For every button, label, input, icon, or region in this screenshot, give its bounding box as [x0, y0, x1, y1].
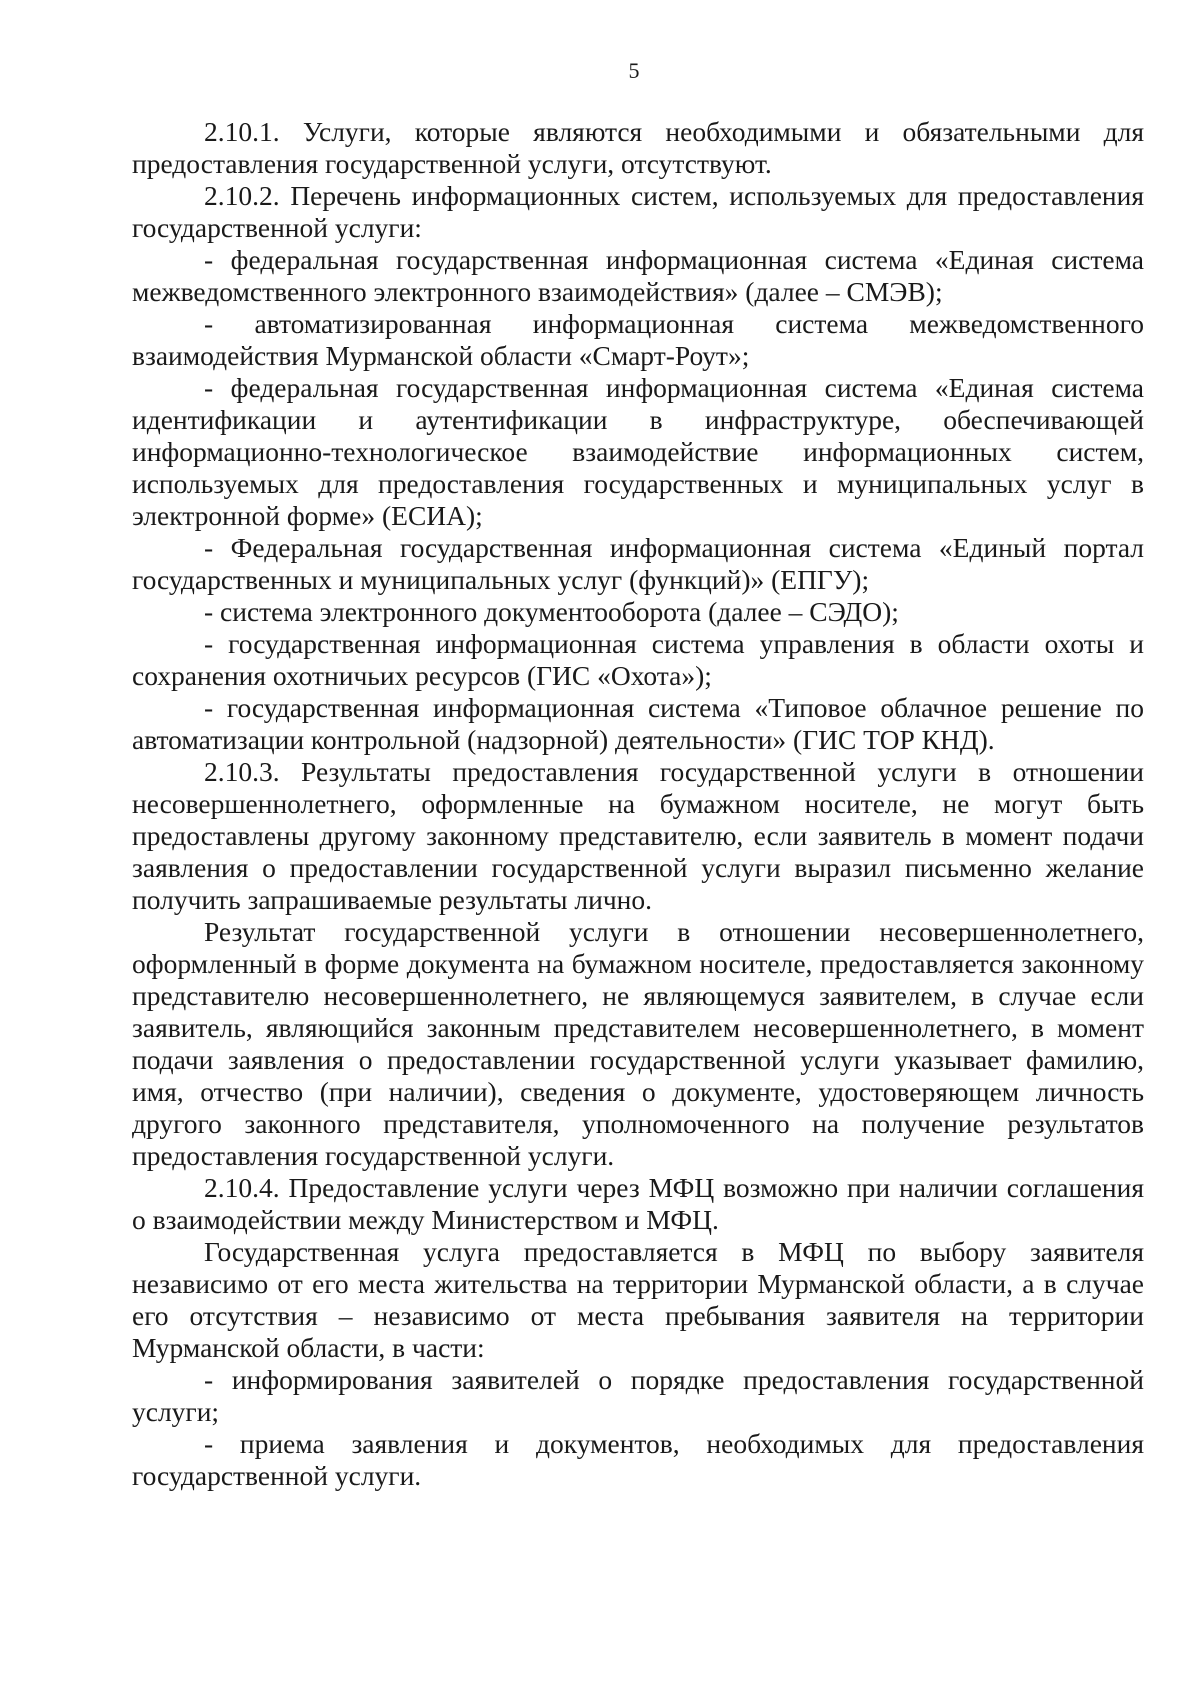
list-item-sedo: - система электронного документооборота (далее – СЭДО);	[204, 596, 899, 627]
list-item-epgu: - Федеральная государственная информационная система «Единый портал государственных и муниципальных услуг (функций)» (ЕПГУ);	[132, 532, 1144, 595]
list-item-informing: - информирования заявителей о порядке предоставления государственной услуги;	[132, 1364, 1144, 1427]
paragraph-result-minor: Результат государственной услуги в отношении несовершеннолетнего, оформленный в форме документа на бумажном носителе, предоставляется законному представителю несовершеннолетнего, не являющемуся заявителем, в случае если заявитель, являющийся законным представителем несовершеннолетнего, в момент подачи заявления о предоставлении государственной услуги указывает фамилию, имя, отчество (при наличии), сведения о документе, удостоверяющем личность другого законного представителя, уполномоченного на получение результатов предоставления государственной услуги.	[132, 916, 1144, 1171]
list-item-gis-okhota: - государственная информационная система управления в области охоты и сохранения охотничьих ресурсов (ГИС «Охота»);	[132, 628, 1144, 691]
paragraph-2-10-2: 2.10.2. Перечень информационных систем, используемых для предоставления государственной услуги:	[132, 180, 1144, 243]
paragraph-2-10-3: 2.10.3. Результаты предоставления государственной услуги в отношении несовершеннолетнего, оформленные на бумажном носителе, не могут быть предоставлены другому законному представителю, если заявитель в момент подачи заявления о предоставлении государственной услуги выразил письменно желание получить запрашиваемые результаты лично.	[132, 756, 1144, 915]
list-item-reception: - приема заявления и документов, необходимых для предоставления государственной услуги.	[132, 1428, 1144, 1491]
list-item-smart-rout: - автоматизированная информационная система межведомственного взаимодействия Мурманской области «Смарт-Роут»;	[132, 308, 1144, 371]
document-body	[132, 116, 1144, 1492]
list-item-esia: - федеральная государственная информационная система «Единая система идентификации и аутентификации в инфраструктуре, обеспечивающей информационно-технологическое взаимодействие информационных систем, используемых для предоставления государственных и муниципальных услуг в электронной форме» (ЕСИА);	[132, 372, 1144, 531]
paragraph-2-10-1: 2.10.1. Услуги, которые являются необходимыми и обязательными для предоставления государственной услуги, отсутствуют.	[132, 116, 1144, 179]
list-item-gis-tor-knd: - государственная информационная система «Типовое облачное решение по автоматизации контрольной (надзорной) деятельности» (ГИС ТОР КНД).	[132, 692, 1144, 755]
paragraph-mfc-service: Государственная услуга предоставляется в МФЦ по выбору заявителя независимо от его места жительства на территории Мурманской области, а в случае его отсутствия – независимо от места пребывания заявителя на территории Мурманской области, в части:	[132, 1236, 1144, 1363]
page-number: 5	[628, 58, 640, 83]
list-item-smev: - федеральная государственная информационная система «Единая система межведомственного электронного взаимодействия» (далее – СМЭВ);	[132, 244, 1144, 307]
paragraph-2-10-4: 2.10.4. Предоставление услуги через МФЦ возможно при наличии соглашения о взаимодействии между Министерством и МФЦ.	[132, 1172, 1144, 1235]
